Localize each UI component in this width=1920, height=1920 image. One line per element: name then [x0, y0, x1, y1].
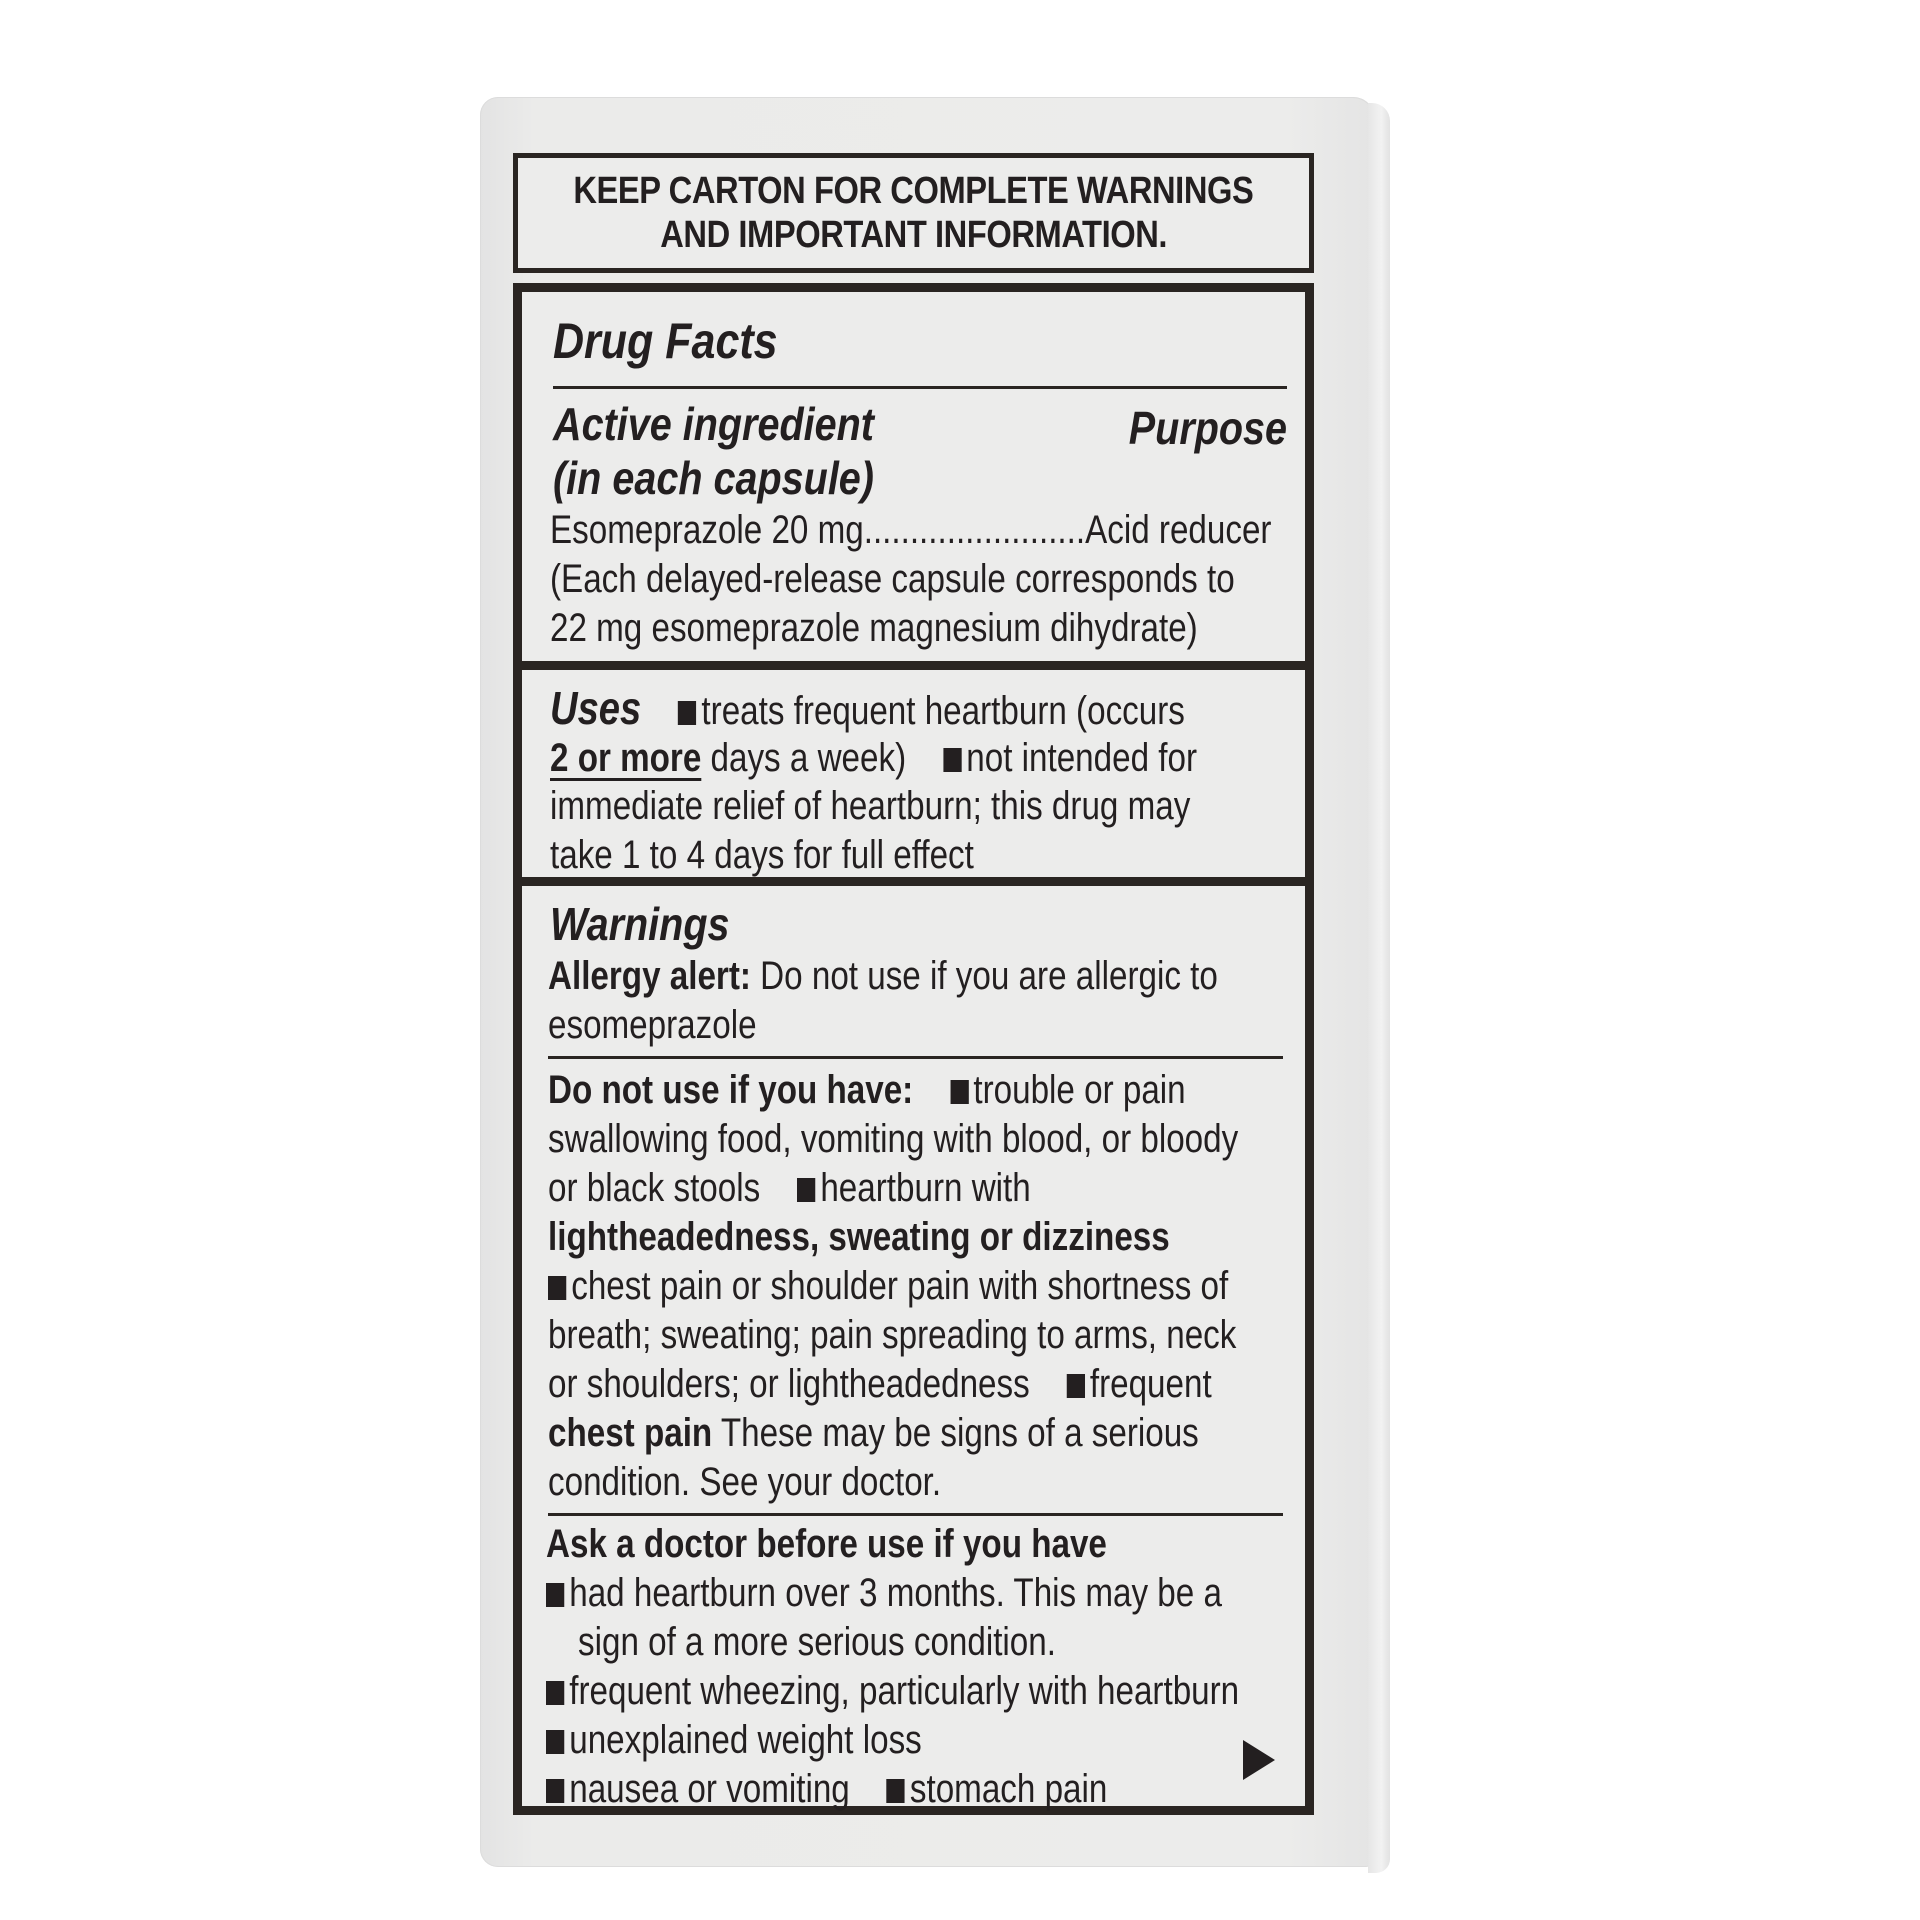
section-divider — [522, 661, 1305, 670]
active-ingredient-subheading: (in each capsule) — [553, 452, 874, 504]
ingredient-name: Esomeprazole 20 mg — [550, 508, 864, 552]
ingredient-row — [550, 506, 1271, 555]
chest-pain-emphasis: chest pain — [548, 1411, 713, 1455]
uses-line-4: take 1 to 4 days for full effect — [550, 833, 974, 877]
ingredient-note-1: (Each delayed-release capsule corresponds to — [550, 557, 1235, 601]
do-not-use-line-5 — [548, 1262, 1228, 1311]
notice-line-2: AND IMPORTANT INFORMATION. — [660, 214, 1167, 256]
divider — [548, 1056, 1283, 1059]
bullet-icon — [887, 1779, 905, 1803]
do-not-use-line-7 — [548, 1360, 1212, 1409]
uses-text: days a week) — [701, 736, 907, 780]
bullet-icon — [943, 748, 961, 772]
ingredient-purpose: Acid reducer — [1085, 508, 1272, 552]
do-not-use-line-6: breath; sweating; pain spreading to arms, neck — [548, 1313, 1237, 1357]
warnings-heading: Warnings — [550, 898, 730, 950]
do-not-use-line-2: swallowing food, vomiting with blood, or bloody — [548, 1117, 1239, 1161]
do-not-use-text: frequent — [1089, 1362, 1212, 1406]
ask-doctor-text: nausea or vomiting — [569, 1767, 850, 1811]
purpose-heading: Purpose — [1128, 402, 1287, 454]
ask-doctor-item — [546, 1569, 1222, 1618]
ask-doctor-item-continued: sign of a more serious condition. — [578, 1620, 1056, 1664]
bullet-icon — [797, 1178, 815, 1202]
do-not-use-line-3 — [548, 1164, 1031, 1213]
drug-facts-panel — [513, 283, 1314, 1815]
do-not-use-line-9: condition. See your doctor. — [548, 1460, 942, 1504]
bullet-icon — [546, 1583, 564, 1607]
allergy-alert-line — [548, 952, 1218, 1001]
allergy-line-2: esomeprazole — [548, 1003, 757, 1047]
do-not-use-text: or shoulders; or lightheadedness — [548, 1362, 1030, 1406]
ask-doctor-text: frequent wheezing, particularly with heartburn — [569, 1669, 1240, 1713]
do-not-use-line-1 — [548, 1066, 1186, 1115]
section-divider — [522, 877, 1305, 886]
do-not-use-text: chest pain or shoulder pain with shortness of — [571, 1264, 1229, 1308]
continued-arrow-icon — [1243, 1740, 1275, 1780]
divider — [553, 386, 1287, 389]
carton-side-edge — [1368, 103, 1390, 1873]
do-not-use-line-4: lightheadedness, sweating or dizziness — [548, 1215, 1170, 1259]
do-not-use-text: heartburn with — [820, 1166, 1031, 1210]
bullet-icon — [546, 1681, 564, 1705]
do-not-use-label: Do not use if you have: — [548, 1068, 914, 1112]
do-not-use-text: These may be signs of a serious — [712, 1411, 1199, 1455]
ask-doctor-text: stomach pain — [909, 1767, 1108, 1811]
ask-doctor-text: had heartburn over 3 months. This may be a — [569, 1571, 1222, 1615]
uses-line-3: immediate relief of heartburn; this drug may — [550, 784, 1191, 828]
ask-doctor-item — [546, 1716, 922, 1765]
uses-line-1 — [550, 684, 1185, 736]
bullet-icon — [950, 1080, 968, 1104]
allergy-text: Do not use if you are allergic to — [750, 954, 1218, 998]
uses-heading: Uses — [550, 682, 642, 734]
dot-leader: ........................ — [863, 508, 1086, 552]
divider — [548, 1513, 1283, 1516]
uses-text: treats frequent heartburn (occurs — [701, 689, 1185, 733]
uses-emphasis: 2 or more — [550, 736, 702, 780]
uses-line-2 — [550, 734, 1197, 783]
do-not-use-text: or black stools — [548, 1166, 761, 1210]
drug-facts-title: Drug Facts — [553, 313, 778, 369]
bullet-icon — [678, 701, 696, 725]
notice-line-1: KEEP CARTON FOR COMPLETE WARNINGS — [573, 170, 1254, 212]
ask-doctor-item — [546, 1667, 1239, 1716]
bullet-icon — [546, 1779, 564, 1803]
do-not-use-text: trouble or pain — [973, 1068, 1186, 1112]
keep-carton-notice — [513, 153, 1314, 273]
bullet-icon — [1067, 1374, 1085, 1398]
ask-doctor-item — [546, 1765, 1107, 1814]
bullet-icon — [548, 1276, 566, 1300]
do-not-use-line-8 — [548, 1409, 1199, 1458]
ask-doctor-text: unexplained weight loss — [569, 1718, 922, 1762]
active-ingredient-heading: Active ingredient — [553, 398, 874, 450]
ingredient-note-2: 22 mg esomeprazole magnesium dihydrate) — [550, 606, 1198, 650]
bullet-icon — [546, 1730, 564, 1754]
allergy-label: Allergy alert: — [548, 954, 751, 998]
ask-doctor-heading: Ask a doctor before use if you have — [546, 1522, 1107, 1566]
uses-text: not intended for — [966, 736, 1198, 780]
